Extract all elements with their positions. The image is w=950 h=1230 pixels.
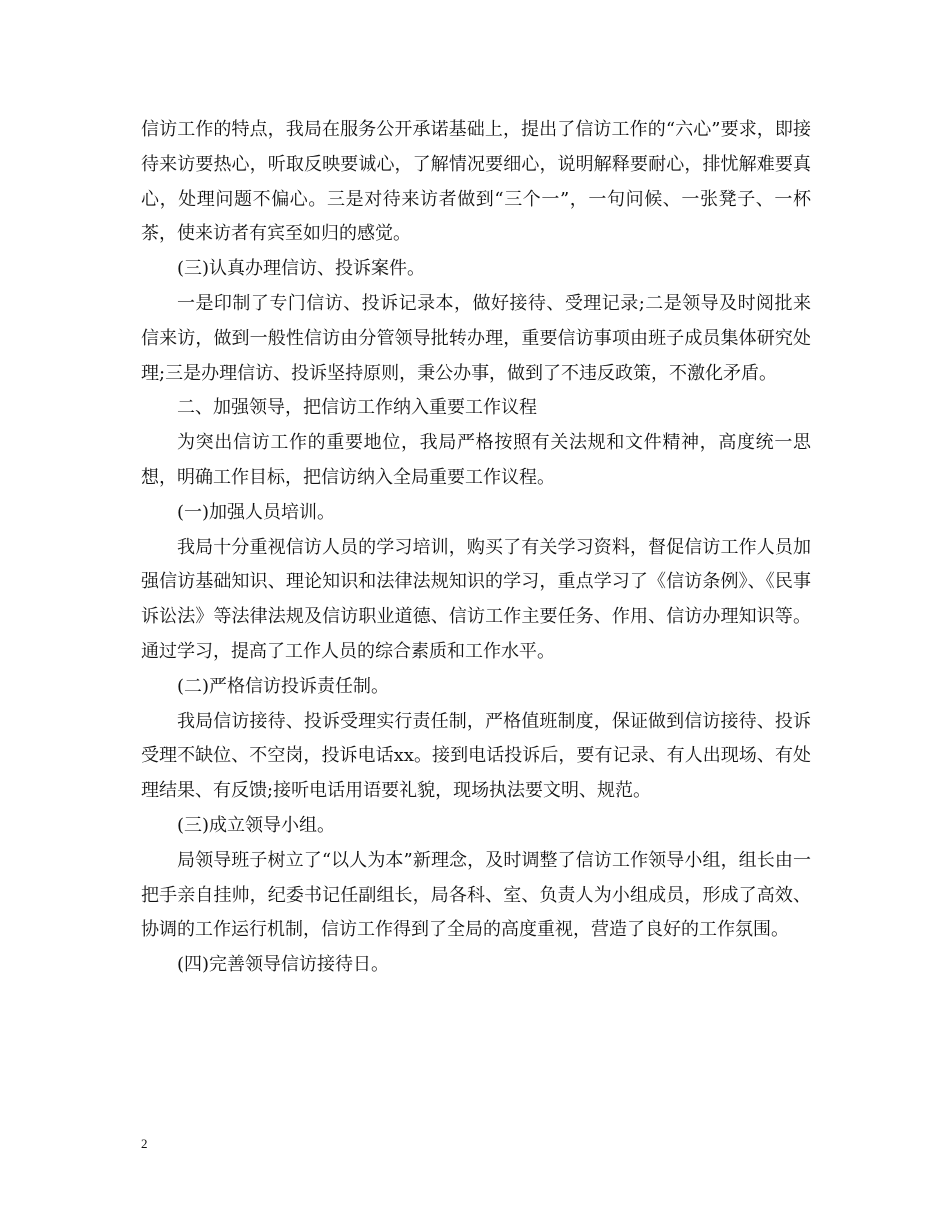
section-heading-leadership: 二、加强领导，把信访工作纳入重要工作议程 (177, 397, 537, 419)
paragraph-leadership: 为突出信访工作的重要地位，我局严格按照有关法规和文件精神，高度统一思想，明确工作目标，把信访纳入全局重要工作议程。 (141, 432, 811, 488)
paragraph-responsibility: 我局信访接待、投诉受理实行责任制，严格值班制度，保证做到信访接待、投诉受理不缺位、不空岗，投诉电话xx。接到电话投诉后，要有记录、有人出现场、有处理结果、有反馈;接听电话用语要礼貌，现场执法要文明、规范。 (141, 710, 811, 802)
paragraph-continuation: 信访工作的特点，我局在服务公开承诺基础上，提出了信访工作的“六心”要求，即接待来访要热心，听取反映要诚心，了解情况要细心，说明解释要耐心，排忧解难要真心，处理问题不偏心。三是对待来访者做到“三个一”，一句问候、一张凳子、一杯茶，使来访者有宾至如归的感觉。 (141, 119, 811, 245)
subheading-training: (一)加强人员培训。 (177, 501, 336, 523)
page-number: 2 (141, 1136, 148, 1151)
document-body (141, 113, 811, 983)
subheading-leading-group: (三)成立领导小组。 (177, 814, 336, 836)
paragraph-handle-cases: 一是印制了专门信访、投诉记录本，做好接待、受理记录;二是领导及时阅批来信来访，做到一般性信访由分管领导批转办理，重要信访事项由班子成员集体研究处理;三是办理信访、投诉坚持原则，秉公办事，做到了不违反政策，不激化矛盾。 (141, 292, 811, 384)
paragraph-leading-group: 局领导班子树立了“以人为本”新理念，及时调整了信访工作领导小组，组长由一把手亲自挂帅，纪委书记任副组长，局各科、室、负责人为小组成员，形成了高效、协调的工作运行机制，信访工作得到了全局的高度重视，营造了良好的工作氛围。 (141, 849, 811, 941)
subheading-responsibility: (二)严格信访投诉责任制。 (177, 675, 390, 697)
paragraph-training: 我局十分重视信访人员的学习培训，购买了有关学习资料，督促信访工作人员加强信访基础知识、理论知识和法律法规知识的学习，重点学习了《信访条例》、《民事诉讼法》等法律法规及信访职业道德、信访工作主要任务、作用、信访办理知识等。通过学习，提高了工作人员的综合素质和工作水平。 (141, 536, 811, 662)
subheading-reception-day: (四)完善领导信访接待日。 (177, 954, 390, 976)
subheading-handle-cases: (三)认真办理信访、投诉案件。 (177, 258, 426, 280)
